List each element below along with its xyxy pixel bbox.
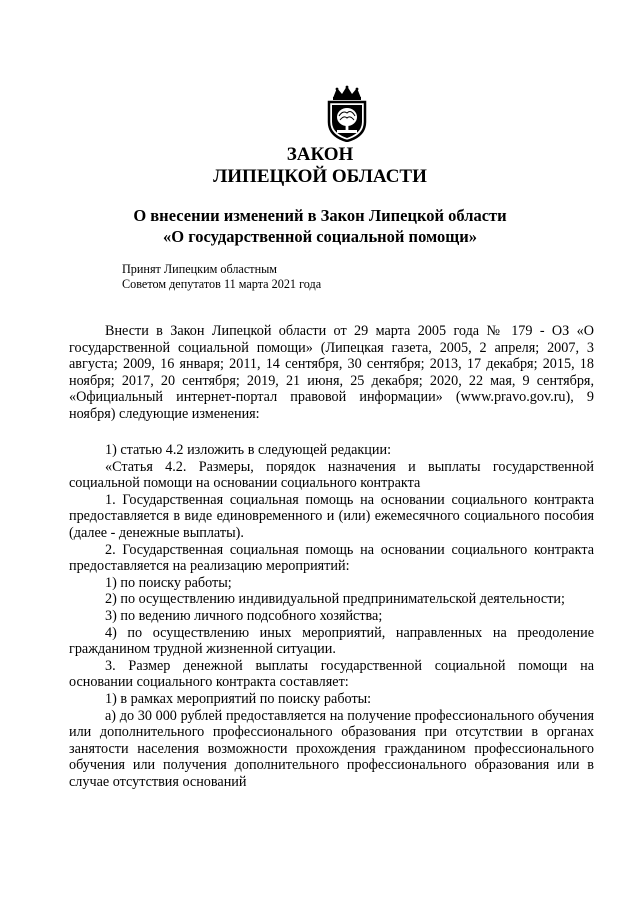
paragraph: 2) по осуществлению индивидуальной предпринимательской деятельности;	[105, 591, 565, 608]
law-subject-line2: «О государственной социальной помощи»	[163, 227, 477, 246]
paragraph: 1) статью 4.2 изложить в следующей редакции:	[105, 442, 392, 458]
paragraph: 1. Государственная социальная помощь на основании социального контракта предоставляется в виде единовременного и (или) ежемесячного социального пособия (далее - денежные выплаты).	[69, 491, 594, 541]
paragraph: «Статья 4.2. Размеры, порядок назначения и выплаты государственной социальной помощи на основании социального контракта	[69, 458, 594, 492]
intro-paragraph	[69, 323, 594, 423]
law-subject-line1: О внесении изменений в Закон Липецкой области	[133, 206, 507, 225]
paragraph: 3) по ведению личного подсобного хозяйства;	[105, 607, 383, 624]
paragraph: 3. Размер денежной выплаты государственной социальной помощи на основании социального контракта составляет:	[69, 657, 594, 691]
region-title: ЛИПЕЦКОЙ ОБЛАСТИ	[213, 166, 427, 187]
amendments-body	[69, 442, 594, 790]
paragraph: а) до 30 000 рублей предоставляется на получение профессионального обучения или дополнительного профессионального образования при отсутствии в органах занятости населения возможности прохождения гражданином профессионального обучения или получения дополнительного профессионального образования или в случае отсутствия оснований	[69, 707, 594, 790]
coat-of-arms-emblem	[323, 84, 371, 142]
intro-text: Внести в Закон Липецкой области от 29 марта 2005 года № 179 - ОЗ «О государственной социальной помощи» (Липецкая газета, 2005, 2 апреля; 2007, 3 августа; 2009, 16 января; 2011, 14 сентября, 30 сентября; 2013, 17 декабря; 2015, 18 ноября; 2017, 20 сентября; 2019, 21 июня, 25 декабря; 2020, 22 мая, 9 сентября, «Официальный интернет-портал правовой информации» (www.pravo.gov.ru), 9 ноября) следующие изменения:	[69, 323, 594, 422]
adopted-date: Советом депутатов 11 марта 2021 года	[122, 277, 322, 291]
paragraph: 1) в рамках мероприятий по поиску работы:	[105, 690, 372, 707]
paragraph: 1) по поиску работы;	[105, 574, 232, 591]
law-title: ЗАКОН	[286, 144, 354, 165]
paragraph: 2. Государственная социальная помощь на основании социального контракта предоставляется на реализацию мероприятий:	[69, 541, 594, 575]
adopted-by: Принят Липецким областным	[122, 262, 278, 276]
paragraph: 4) по осуществлению иных мероприятий, направленных на преодоление гражданином трудной жизненной ситуации.	[69, 624, 594, 658]
